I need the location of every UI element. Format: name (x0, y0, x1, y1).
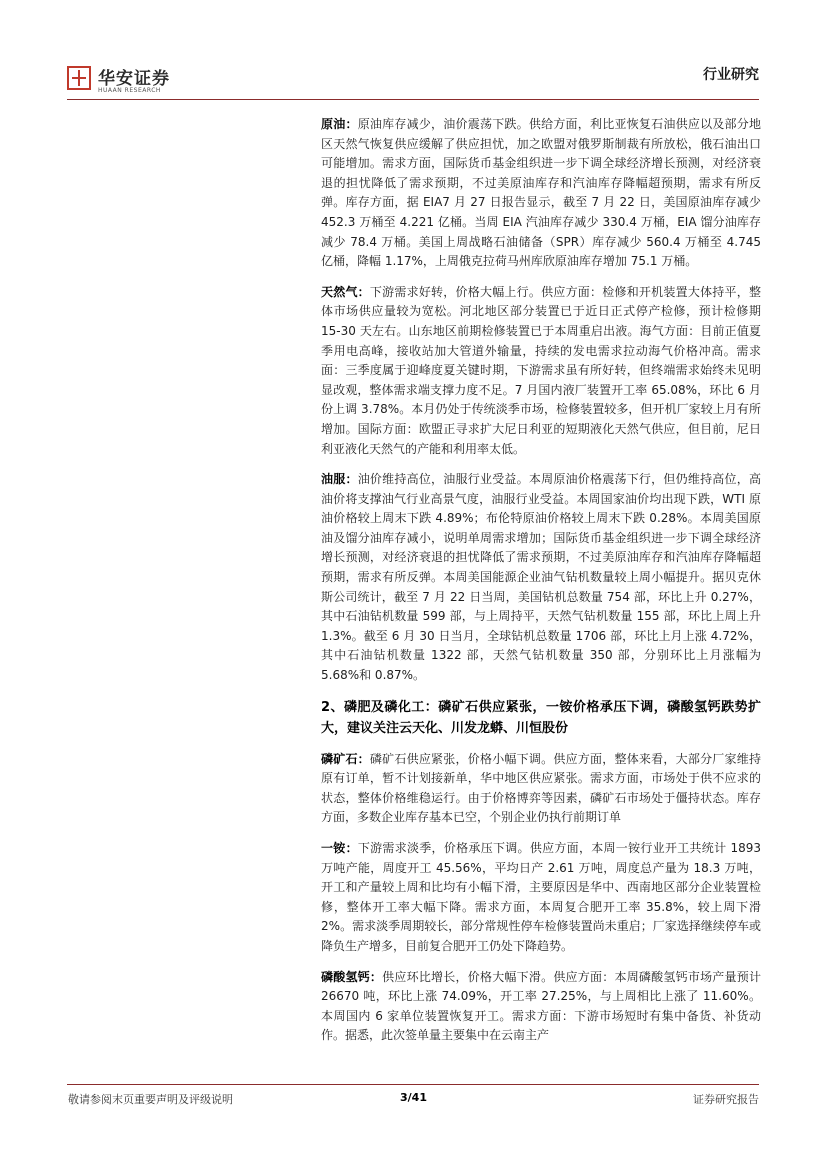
paragraph-natural-gas (321, 283, 761, 459)
paragraph-text: 供应环比增长，价格大幅下滑。供应方面：本周磷酸氢钙市场产量预计 26670 吨，环比上涨 74.09%，开工率 27.25%，与上周相比上涨了 11.60%。本周国内 6 家单位装置恢复开工。需求方面：下游市场短时有集中备货、补货动作。据悉，此次签单量主要集中在云南主产 (321, 969, 761, 1043)
company-logo-icon (67, 66, 91, 90)
paragraph-label: 天然气： (321, 284, 370, 299)
paragraph-label: 油服： (321, 472, 358, 487)
paragraph-text: 油价维持高位，油服行业受益。本周原油价格震荡下行，但仍维持高位，高油价将支撑油气行业高景气度，油服行业受益。本周国家油价均出现下跌，WTI 原油价格较上周末下跌 4.89%；布伦特原油价格较上周末下跌 0.28%。本周美国原油及馏分油库存减小，说明单周需求增加；国际货币基金组织进一步下调全球经济增长预测，对经济衰退的担忧降低了需求预期，不过美原油库存和汽油库存降幅超预期，需求有所反弹。本周美国能源企业油气钻机数量较上周小幅提升。据贝克休斯公司统计，截至 7 月 22 日当周，美国钻机总数量 754 部，环比上升 0.27%，其中石油钻机数量 599 部，与上周持平，天然气钻机数量 155 部，环比上周上升 1.3%。截至 6 月 30 日当月，全球钻机总数量 1706 部，环比上月上涨 4.72%，其中石油钻机数量 1322 部，天然气钻机数量 350 部，分别环比上月涨幅为 5.68%和 0.87%。 (321, 472, 761, 683)
footer-divider (67, 1084, 759, 1085)
footer-report-type: 证券研究报告 (693, 1093, 759, 1106)
main-content (321, 115, 761, 1057)
paragraph-label: 磷矿石： (321, 751, 370, 766)
paragraph-label: 磷酸氢钙： (321, 969, 383, 984)
paragraph-oil-services (321, 470, 761, 686)
section-heading: 2、磷肥及磷化工：磷矿石供应紧张，一铵价格承压下调，磷酸氢钙跌势扩大，建议关注云天化、川发龙蟒、川恒股份 (321, 699, 761, 736)
page-number: 3/41 (400, 1091, 427, 1104)
paragraph-text: 下游需求好转，价格大幅上行。供应方面：检修和开机装置大体持平，整体市场供应量较为宽松。河北地区部分装置已于近日正式停产检修，预计检修期 15-30 天左右。山东地区前期检修装置已于本周重启出液。海气方面：目前正值夏季用电高峰，接收站加大管道外输量，持续的发电需求拉动海气价格冲高。需求面：三季度属于迎峰度夏关键时期，下游需求虽有所好转，但终端需求始终未见明显改观，整体需求端支撑力度不足。7 月国内液厂装置开工率 65.08%，环比 6 月份上调 3.78%。本月仍处于传统淡季市场，检修装置较多，但开机厂家较上月有所增加。国际方面：欧盟正寻求扩大尼日利亚的短期液化天然气供应，但目前，尼日利亚液化天然气的产能和利用率太低。 (321, 284, 761, 456)
paragraph-text: 原油库存减少，油价震荡下跌。供给方面，利比亚恢复石油供应以及部分地区天然气恢复供应缓解了供应担忧，加之欧盟对俄罗斯制裁有所放松，俄石油出口可能增加。需求方面，国际货币基金组织进一步下调全球经济增长预测，对经济衰退的担忧降低了需求预期，不过美原油库存和汽油库存降幅超预期，需求有所反弹。库存方面，据 EIA7 月 27 日报告显示，截至 7 月 22 日，美国原油库存减少 452.3 万桶至 4.221 亿桶。当周 EIA 汽油库存减少 330.4 万桶，EIA 馏分油库存减少 78.4 万桶。美国上周战略石油储备（SPR）库存减少 560.4 万桶至 4.745 亿桶，降幅 1.17%，上周俄克拉荷马州库欣原油库存增加 75.1 万桶。 (321, 117, 761, 269)
company-logo-subtitle: HUAAN RESEARCH (98, 87, 161, 94)
paragraph-phosphate-rock (321, 750, 761, 828)
paragraph-text: 下游需求淡季，价格承压下调。供应方面，本周一铵行业开工共统计 1893 万吨产能，周度开工 45.56%，平均日产 2.61 万吨，周度总产量为 18.3 万吨，开工和产量较上周和比均有小幅下滑，主要原因是华中、西南地区部分企业装置检修，整体开工率大幅下降。需求方面，本周复合肥开工率 35.8%，较上周下滑 2%。需求淡季周期较长，部分常规性停车检修装置尚未重启；厂家选择继续停车或降负生产增多，目前复合肥开工仍处下降趋势。 (321, 841, 761, 953)
company-logo-name: 华安证券 (98, 69, 170, 89)
report-category-title: 行业研究 (703, 67, 759, 83)
paragraph-text: 磷矿石供应紧张，价格小幅下调。供应方面，整体来看，大部分厂家维持原有订单，暂不计划接新单，华中地区供应紧张。需求方面，市场处于供不应求的状态，整体价格维稳运行。由于价格博弈等因素，磷矿石市场处于僵持状态。库存方面，多数企业库存基本已空，个别企业仍执行前期订单 (321, 751, 761, 825)
paragraph-map (321, 839, 761, 957)
paragraph-crude-oil (321, 115, 761, 272)
paragraph-dicalcium-phosphate (321, 968, 761, 1046)
paragraph-label: 一铵： (321, 841, 358, 855)
header-divider (67, 99, 759, 100)
page-header (0, 0, 827, 100)
footer-disclaimer: 敬请参阅末页重要声明及评级说明 (68, 1093, 233, 1106)
paragraph-label: 原油： (321, 117, 358, 131)
